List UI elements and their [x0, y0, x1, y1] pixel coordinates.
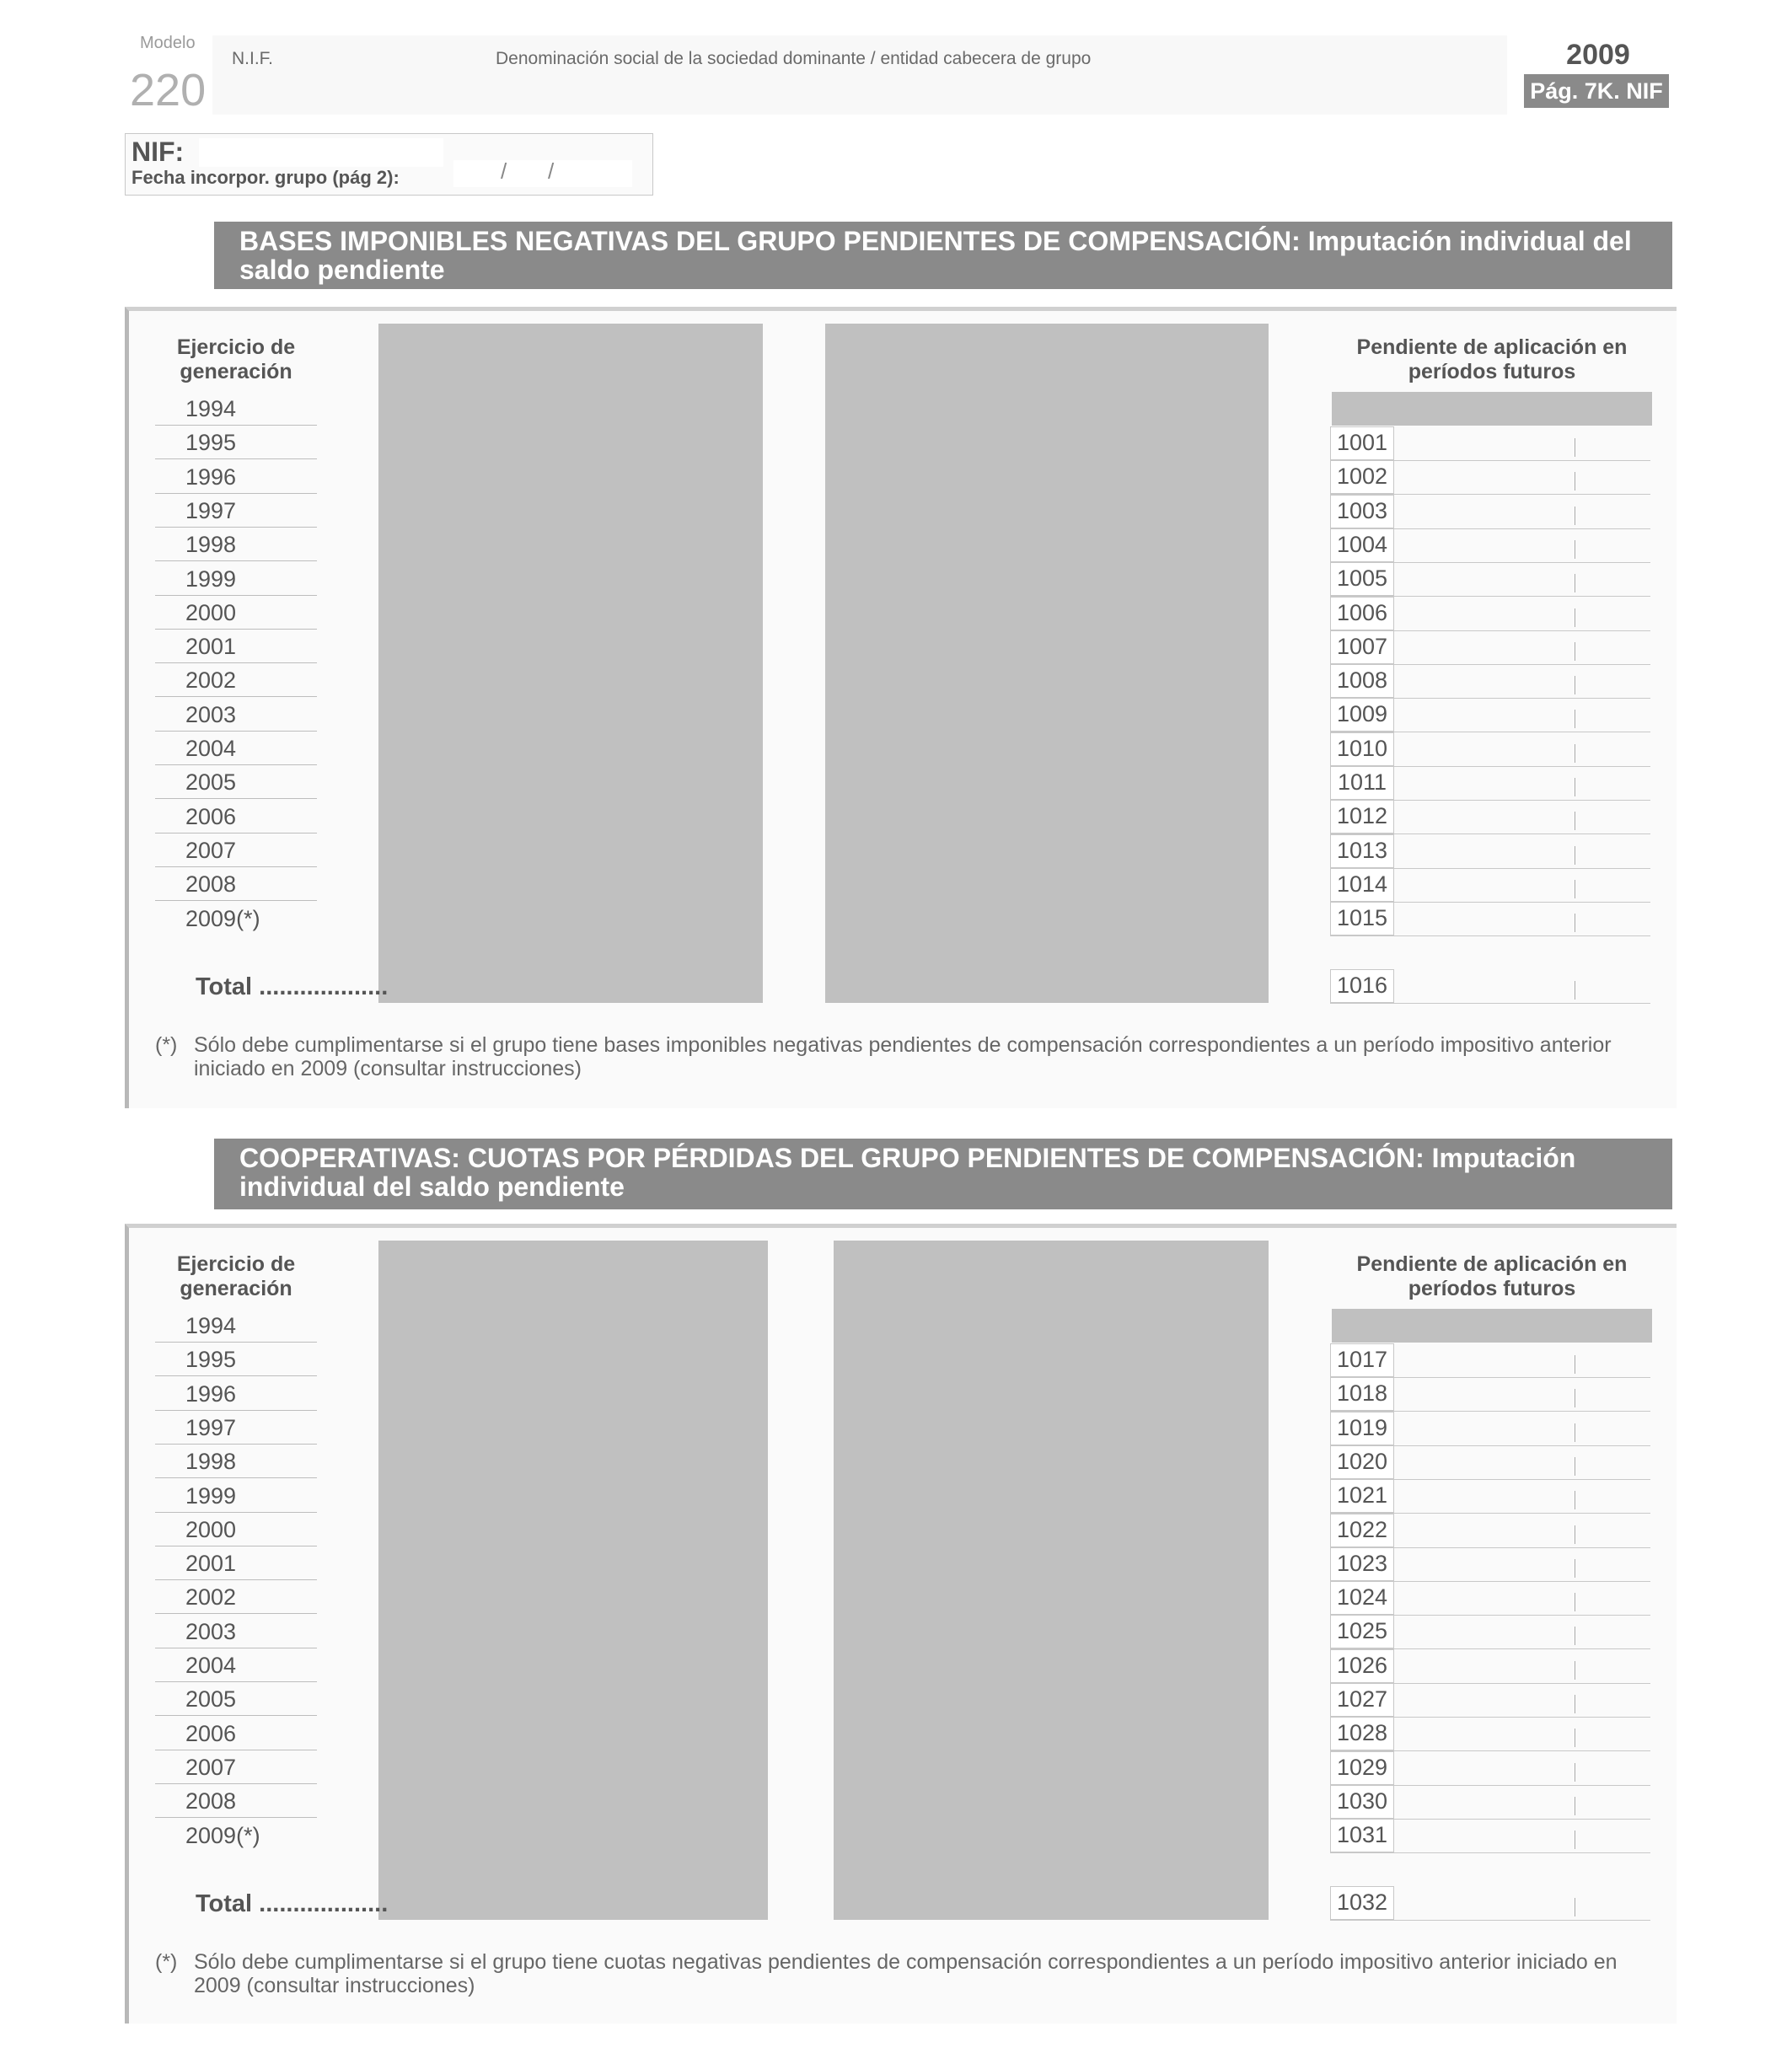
field-code: 1019: [1330, 1412, 1394, 1445]
amount-row[interactable]: [1330, 800, 1650, 834]
amount-row[interactable]: [1330, 460, 1650, 495]
amount-row[interactable]: [1330, 834, 1650, 869]
year-row: [155, 1512, 317, 1546]
fecha-incorporacion-field[interactable]: [453, 160, 632, 187]
nif-field[interactable]: [199, 138, 443, 167]
year-row: [155, 833, 317, 867]
year-row: [155, 866, 317, 901]
year-label: 2001: [185, 634, 237, 660]
field-code: 1004: [1330, 528, 1394, 562]
amount-row[interactable]: [1330, 1819, 1650, 1853]
amount-row[interactable]: [1330, 1547, 1650, 1582]
year-label: 2009(*): [185, 1822, 260, 1848]
year-label: 2005: [185, 769, 237, 796]
year-label: 2001: [185, 1551, 237, 1577]
year-row: [155, 731, 317, 765]
amount-row[interactable]: [1330, 664, 1650, 699]
field-code: 1018: [1330, 1377, 1394, 1411]
field-code: 1031: [1330, 1819, 1394, 1852]
amount-row[interactable]: [1330, 1683, 1650, 1718]
amount-row[interactable]: [1330, 1717, 1650, 1751]
section1-note-marker: (*): [155, 1033, 178, 1057]
year-label: 2002: [185, 667, 237, 694]
section2-total-row[interactable]: [1330, 1886, 1650, 1921]
year-row: [155, 493, 317, 528]
year-label: 2009(*): [185, 905, 260, 931]
section2-col-ejercicio: Ejercicio de generación: [176, 1252, 296, 1300]
section1-note: [155, 1033, 1664, 1084]
amount-row[interactable]: [1330, 902, 1650, 936]
section2-grey-column-2: [834, 1241, 1269, 1920]
amount-row[interactable]: [1330, 766, 1650, 801]
amount-row[interactable]: [1330, 495, 1650, 529]
section1-code-header: [1332, 392, 1652, 426]
year-label: 2004: [185, 1653, 237, 1678]
section1-title: BASES IMPONIBLES NEGATIVAS DEL GRUPO PENDIENTES DE COMPENSACIÓN: Imputación individual del saldo pendiente: [214, 222, 1672, 289]
section2-grey-column-1: [378, 1241, 768, 1920]
year-label: 1996: [185, 1380, 237, 1407]
amount-row[interactable]: [1330, 868, 1650, 903]
field-code: 1029: [1330, 1751, 1394, 1785]
field-code: 1014: [1330, 868, 1394, 902]
field-code: 1013: [1330, 834, 1394, 868]
field-code: 1026: [1330, 1649, 1394, 1683]
year-row: [155, 1478, 317, 1513]
year-row: [155, 1818, 317, 1852]
year-row: [155, 1614, 317, 1648]
year-row: [155, 1648, 317, 1682]
year-label: 2008: [185, 1788, 237, 1814]
section2-title: COOPERATIVAS: CUOTAS POR PÉRDIDAS DEL GRUPO PENDIENTES DE COMPENSACIÓN: Imputación individual del saldo pendiente: [214, 1139, 1672, 1209]
year-label: 2007: [185, 1754, 237, 1780]
amount-row[interactable]: [1330, 1377, 1650, 1412]
year-row: [155, 425, 317, 459]
year-label: 2007: [185, 837, 237, 863]
section1-grey-column-1: [378, 324, 763, 1003]
field-code: 1030: [1330, 1785, 1394, 1819]
year-row: [155, 527, 317, 561]
section1-grey-column-2: [825, 324, 1269, 1003]
field-code: 1008: [1330, 664, 1394, 698]
amount-row[interactable]: [1330, 1479, 1650, 1514]
field-code: 1002: [1330, 460, 1394, 494]
section1-total-code: 1016: [1330, 969, 1394, 1003]
section1-col-ejercicio: Ejercicio de generación: [176, 335, 296, 383]
field-code: 1011: [1330, 766, 1394, 800]
section1-total-label: Total ...................: [196, 973, 389, 1000]
year-label: 2005: [185, 1686, 237, 1713]
modelo-number: 220: [130, 65, 207, 115]
amount-row[interactable]: [1330, 630, 1650, 665]
field-code: 1007: [1330, 630, 1394, 664]
field-code: 1015: [1330, 902, 1394, 935]
section1-total-row[interactable]: [1330, 969, 1650, 1004]
year-row: [155, 799, 317, 834]
year-label: 2000: [185, 599, 237, 625]
field-code: 1017: [1330, 1343, 1394, 1377]
year-row: [155, 1783, 317, 1818]
year-row: [155, 1546, 317, 1580]
amount-row[interactable]: [1330, 1343, 1650, 1378]
year-label: 1996: [185, 464, 237, 490]
year-row: [155, 1410, 317, 1445]
year-row: [155, 901, 317, 935]
field-code: 1005: [1330, 562, 1394, 596]
field-code: 1027: [1330, 1683, 1394, 1717]
year-row: [155, 561, 317, 596]
year-label: 1999: [185, 1482, 237, 1509]
amount-row[interactable]: [1330, 1751, 1650, 1786]
amount-row[interactable]: [1330, 1649, 1650, 1684]
amount-row[interactable]: [1330, 1615, 1650, 1649]
amount-row[interactable]: [1330, 1581, 1650, 1616]
year-row: [155, 1681, 317, 1716]
field-code: 1012: [1330, 800, 1394, 834]
year-label: 2006: [185, 1720, 237, 1746]
year-label: 1995: [185, 430, 237, 456]
field-code: 1025: [1330, 1615, 1394, 1648]
section2-code-header: [1332, 1309, 1652, 1343]
year-label: 2004: [185, 736, 237, 761]
header-band: [212, 35, 1507, 115]
year-row: [155, 391, 317, 426]
field-code: 1022: [1330, 1514, 1394, 1547]
year-label: 1997: [185, 497, 237, 523]
year-label: 1995: [185, 1347, 237, 1373]
year-row: [155, 1750, 317, 1784]
field-code: 1010: [1330, 732, 1394, 766]
year-label: 2000: [185, 1516, 237, 1542]
amount-row[interactable]: [1330, 426, 1650, 461]
field-code: 1028: [1330, 1717, 1394, 1750]
header-nif-label: N.I.F.: [232, 49, 274, 68]
amount-row[interactable]: [1330, 1445, 1650, 1480]
nif-label: NIF:: [131, 137, 185, 167]
year-row: [155, 662, 317, 697]
year-label: 1997: [185, 1414, 237, 1440]
field-code: 1020: [1330, 1445, 1394, 1479]
year-row: [155, 1716, 317, 1750]
field-code: 1003: [1330, 495, 1394, 528]
field-code: 1023: [1330, 1547, 1394, 1581]
modelo-label: Modelo: [140, 34, 196, 52]
year-label: 1998: [185, 1449, 237, 1475]
year-label: 2006: [185, 803, 237, 829]
section1-note-text: Sólo debe cumplimentarse si el grupo tiene bases imponibles negativas pendientes de compensación correspondientes a un período impositivo anterior iniciado en 2009 (consultar instrucciones): [194, 1033, 1612, 1080]
year-row: [155, 595, 317, 630]
year-label: 1994: [185, 1313, 237, 1338]
year-row: [155, 697, 317, 732]
field-code: 1009: [1330, 698, 1394, 732]
header-year: 2009: [1566, 39, 1630, 71]
amount-row[interactable]: [1330, 562, 1650, 597]
year-row: [155, 629, 317, 663]
section2-note: [155, 1950, 1664, 2001]
amount-row[interactable]: [1330, 1412, 1650, 1446]
section2-total-code: 1032: [1330, 1886, 1394, 1920]
section2-total-label: Total ...................: [196, 1890, 389, 1917]
date-separator: /: [501, 158, 507, 184]
year-label: 1994: [185, 396, 237, 421]
year-row: [155, 459, 317, 494]
year-label: 1999: [185, 566, 237, 592]
amount-row[interactable]: [1330, 1785, 1650, 1820]
year-row: [155, 764, 317, 799]
date-separator: /: [548, 158, 555, 184]
amount-row[interactable]: [1330, 1514, 1650, 1548]
section2-note-text: Sólo debe cumplimentarse si el grupo tiene cuotas negativas pendientes de compensación correspondientes a un período impositivo anterior iniciado en 2009 (consultar instrucciones): [194, 1950, 1618, 1997]
year-label: 1998: [185, 532, 237, 558]
amount-row[interactable]: [1330, 698, 1650, 732]
amount-row[interactable]: [1330, 597, 1650, 631]
field-code: 1024: [1330, 1581, 1394, 1615]
year-label: 2008: [185, 871, 237, 898]
year-row: [155, 1308, 317, 1343]
year-row: [155, 1444, 317, 1478]
page-badge: Pág. 7K. NIF: [1524, 74, 1669, 108]
header-denominacion-label: Denominación social de la sociedad dominante / entidad cabecera de grupo: [496, 49, 1092, 68]
section2-col-pendiente: Pendiente de aplicación en períodos futuros: [1356, 1252, 1628, 1300]
year-row: [155, 1579, 317, 1614]
field-code: 1006: [1330, 597, 1394, 630]
field-code: 1001: [1330, 426, 1394, 460]
field-code: 1021: [1330, 1479, 1394, 1513]
year-row: [155, 1376, 317, 1411]
year-label: 2003: [185, 701, 237, 727]
year-label: 2003: [185, 1618, 237, 1644]
section2-note-marker: (*): [155, 1950, 178, 1974]
amount-row[interactable]: [1330, 528, 1650, 563]
year-label: 2002: [185, 1584, 237, 1611]
year-row: [155, 1342, 317, 1376]
section1-col-pendiente: Pendiente de aplicación en períodos futuros: [1356, 335, 1628, 383]
fecha-incorporacion-label: Fecha incorpor. grupo (pág 2):: [131, 167, 400, 188]
amount-row[interactable]: [1330, 732, 1650, 767]
